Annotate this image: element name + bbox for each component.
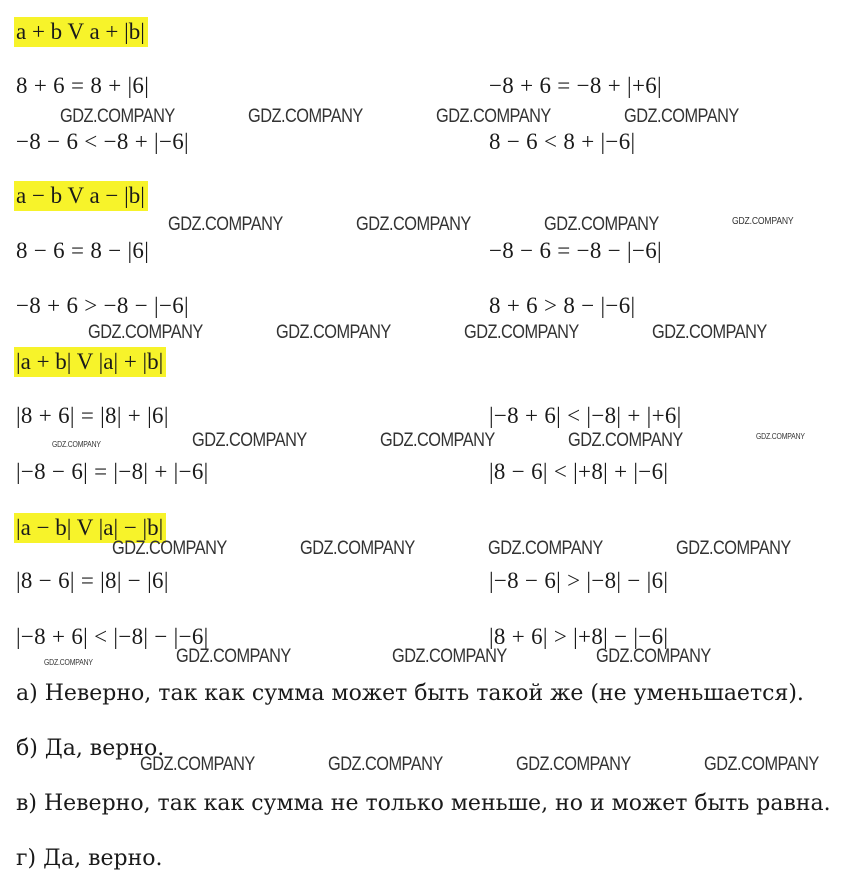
watermark: GDZ.COMPANY xyxy=(380,430,495,451)
section-2-row-2-left: −8 + 6 > −8 − |−6| xyxy=(16,293,189,318)
watermark: GDZ.COMPANY xyxy=(248,106,363,127)
watermark: GDZ.COMPANY xyxy=(568,430,683,451)
section-1-row-1-left: 8 + 6 = 8 + |6| xyxy=(16,73,150,98)
section-3-row-2-left: |−8 − 6| = |−8| + |−6| xyxy=(16,459,209,484)
answer-c: в) Неверно, так как сумма не только меньше, но и может быть равна. xyxy=(16,791,831,816)
watermark: GDZ.COMPANY xyxy=(356,214,471,235)
watermark: GDZ.COMPANY xyxy=(676,538,791,559)
section-2-row-2-right: 8 + 6 > 8 − |−6| xyxy=(489,293,636,318)
section-2-row-1-right: −8 − 6 = −8 − |−6| xyxy=(489,238,662,263)
watermark: GDZ.COMPANY xyxy=(300,538,415,559)
watermark: GDZ.COMPANY xyxy=(464,322,579,343)
section-2-header: a − b V a − |b| xyxy=(14,181,148,211)
watermark: GDZ.COMPANY xyxy=(88,322,203,343)
section-3-row-1-right: |−8 + 6| < |−8| + |+6| xyxy=(489,403,682,428)
answer-a: а) Неверно, так как сумма может быть такой же (не уменьшается). xyxy=(16,681,804,706)
section-3-row-1-left: |8 + 6| = |8| + |6| xyxy=(16,403,169,428)
watermark: GDZ.COMPANY xyxy=(544,214,659,235)
watermark: GDZ.COMPANY xyxy=(732,216,794,227)
section-3-row-2-right: |8 − 6| < |+8| + |−6| xyxy=(489,459,669,484)
watermark: GDZ.COMPANY xyxy=(276,322,391,343)
watermark: GDZ.COMPANY xyxy=(704,754,819,775)
answer-b: б) Да, верно. xyxy=(16,736,165,761)
section-4-row-2-right: |8 + 6| > |+8| − |−6| xyxy=(489,624,669,649)
watermark: GDZ.COMPANY xyxy=(756,432,805,441)
watermark: GDZ.COMPANY xyxy=(328,754,443,775)
watermark: GDZ.COMPANY xyxy=(192,430,307,451)
section-4-header: |a − b| V |a| − |b| xyxy=(14,513,166,543)
watermark: GDZ.COMPANY xyxy=(596,646,711,667)
watermark: GDZ.COMPANY xyxy=(176,646,291,667)
watermark: GDZ.COMPANY xyxy=(488,538,603,559)
section-2-row-1-left: 8 − 6 = 8 − |6| xyxy=(16,238,150,263)
watermark: GDZ.COMPANY xyxy=(60,106,175,127)
section-1-header: a + b V a + |b| xyxy=(14,17,148,47)
section-3-header: |a + b| V |a| + |b| xyxy=(14,347,166,377)
watermark: GDZ.COMPANY xyxy=(652,322,767,343)
answer-d: г) Да, верно. xyxy=(16,846,163,871)
watermark: GDZ.COMPANY xyxy=(112,538,227,559)
watermark: GDZ.COMPANY xyxy=(436,106,551,127)
watermark: GDZ.COMPANY xyxy=(168,214,283,235)
watermark: GDZ.COMPANY xyxy=(624,106,739,127)
watermark: GDZ.COMPANY xyxy=(140,754,255,775)
watermark: GDZ.COMPANY xyxy=(44,658,93,667)
section-4-row-1-left: |8 − 6| = |8| − |6| xyxy=(16,568,169,593)
section-4-row-2-left: |−8 + 6| < |−8| − |−6| xyxy=(16,624,209,649)
watermark: GDZ.COMPANY xyxy=(392,646,507,667)
watermark: GDZ.COMPANY xyxy=(516,754,631,775)
section-1-row-2-right: 8 − 6 < 8 + |−6| xyxy=(489,129,636,154)
section-1-row-2-left: −8 − 6 < −8 + |−6| xyxy=(16,129,189,154)
section-4-row-1-right: |−8 − 6| > |−8| − |6| xyxy=(489,568,669,593)
watermark: GDZ.COMPANY xyxy=(52,440,101,449)
section-1-row-1-right: −8 + 6 = −8 + |+6| xyxy=(489,73,662,98)
